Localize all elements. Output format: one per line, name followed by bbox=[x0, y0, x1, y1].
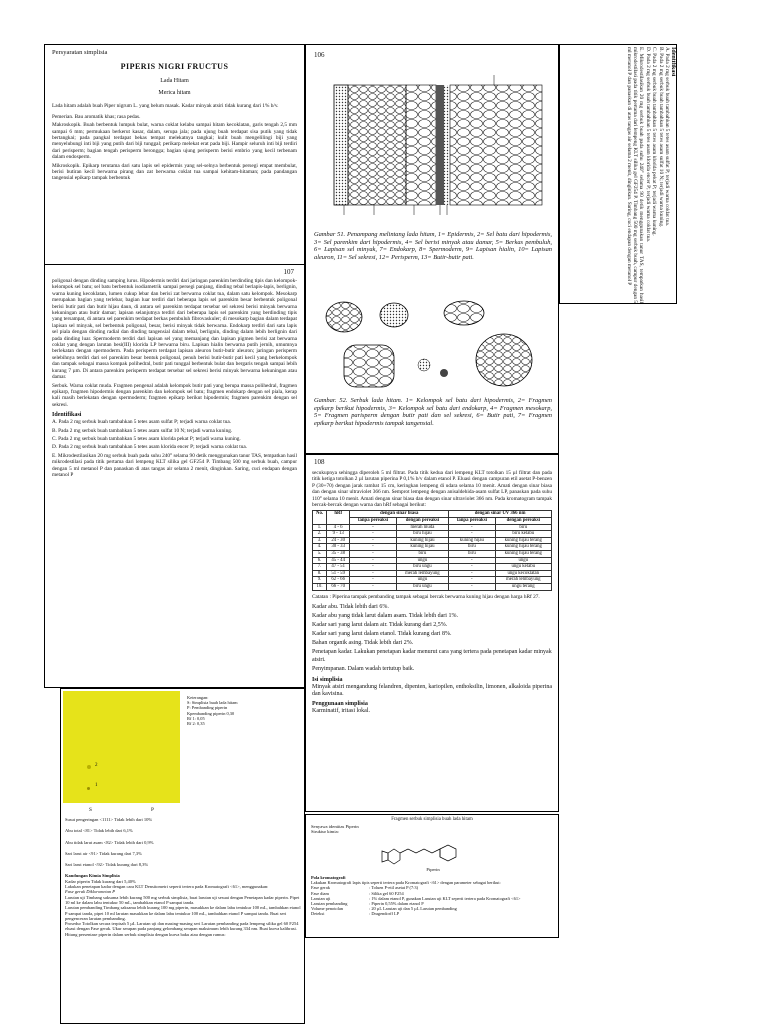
table-cell: biru kelabu bbox=[495, 531, 551, 538]
table-cell: merah muda bbox=[396, 524, 448, 531]
table-cell: - bbox=[350, 583, 396, 590]
identifikasi-line-d: D. Pada 2 mg serbuk buah tambahkan 5 tetes asam klorida encer P; terjadi warna coklat tua. bbox=[644, 47, 651, 243]
table-cell: ungu kecoklatan bbox=[495, 570, 551, 577]
identifikasi-line-e: E. Mikrodestilasikan 20 mg serbuk buah pada suhu 240° selama 90 detik menggunakan tanur TAS, tempatkan hasil mikrodestilasi pada titik pertama dari lempeng KLT silika gel GF254 P. Timbang 500 mg serbuk buah, campur dengan 5 ml metanol P dan panaskan di atas tangas air selama 2 menit, dinginkan. Saring, cuci endapan dengan metanol P bbox=[625, 47, 645, 303]
spec-abu-asam: Abu tidak larut asam <82> Tidak lebih dari 0,9% bbox=[65, 839, 154, 845]
param-value: : Dragendorff LP bbox=[369, 911, 400, 917]
page-identifikasi-rotated bbox=[559, 44, 677, 304]
spec-susut: Susut pengeringan <1111> Tidak lebih dari 10% bbox=[65, 817, 153, 822]
param-key: Fase gerak bbox=[311, 885, 330, 891]
param-key: Fase diam bbox=[311, 890, 329, 896]
pemerian-paragraph: Pemerian. Bau aromatik khas; rasa pedas. bbox=[52, 113, 141, 120]
table-cell: - bbox=[350, 557, 396, 564]
table-cell: - bbox=[449, 564, 495, 571]
figure-51-cross-section bbox=[314, 65, 554, 225]
spec-sari-air: Sari larut air <91> Tidak kurang dari 7,3% bbox=[65, 850, 142, 856]
monograph-title: PIPERIS NIGRI FRUCTUS bbox=[120, 62, 229, 72]
th-tanpa-pereaksi-1: tanpa pereaksi bbox=[350, 518, 396, 525]
kadar-sari-etanol: Kadar sari yang larut dalam etanol. Tidak kurang dari 8%. bbox=[312, 631, 452, 638]
param-key: Deteksi bbox=[311, 911, 325, 917]
legend-line: S: Simplisia buah lada hitam bbox=[187, 700, 238, 706]
table-cell: 1. bbox=[313, 524, 327, 531]
serbuk-paragraph: Serbuk. Warna coklat muda. Fragmen pengenal adalah kelompok butir pati yang berupa massa polihedral, fragmen epikarp, fragmen hipodermis dengan parenkim dan kelompok sel batu; fragmen endokarp dengan sel piala, kerap kali masih berlekatan dengan spermoderm; fragmen epikarp berikut hipodermis; fragmen parenkim dengan sel sekresi. bbox=[52, 382, 297, 408]
table-cell: 30 - 33 bbox=[327, 544, 350, 551]
th-tanpa-pereaksi-2: tanpa pereaksi bbox=[449, 518, 495, 525]
table-cell: 7. bbox=[313, 564, 327, 571]
panel-title: Fragmen serbuk simplisia buah lada hitam bbox=[391, 817, 473, 822]
table-cell: 4. bbox=[313, 544, 327, 551]
catatan: Catatan : Piperina tampak pembanding tampak sebagai bercak berwarna kuning hijau dengan harga hRf 27. bbox=[312, 593, 540, 600]
kandungan-line: Fase gerak Diklorometan P bbox=[65, 889, 115, 895]
param-value: : Silika gel 60 F254 bbox=[369, 890, 404, 896]
table-cell: ungu kelabu bbox=[495, 564, 551, 571]
table-cell: biru bbox=[449, 544, 495, 551]
identifikasi-e: E. Mikrodestilasikan 20 mg serbuk buah pada suhu 240° selama 90 detik menggunakan tanur TAS, tempatkan hasil mikrodestilasi pada titik pertama dari lempeng KLT silika gel GF254 P. Timbang 500 mg serbuk buah, campur dengan 5 ml metanol P dan panaskan di atas tangas air selama 2 menit, dinginkan. Saring, cuci endapan dengan metanol P bbox=[52, 452, 297, 479]
page-106-figures bbox=[305, 44, 559, 454]
table-cell: kuning hijau bbox=[396, 537, 448, 544]
table-row bbox=[313, 537, 552, 544]
legend-line: P: Pembanding piperin bbox=[187, 705, 228, 711]
table-row bbox=[313, 531, 552, 538]
param-row bbox=[311, 911, 555, 916]
isi-simplisia-heading: Isi simplisia bbox=[312, 676, 343, 683]
table-cell: kuning hijau bbox=[449, 537, 495, 544]
penyimpanan: Penyimpanan. Dalam wadah tertutup baik. bbox=[312, 665, 415, 672]
page-klt-and-specs bbox=[60, 688, 305, 1024]
table-cell: merah lembayung bbox=[396, 570, 448, 577]
table-cell: ungu bbox=[396, 557, 448, 564]
table-row bbox=[313, 577, 552, 584]
page-number: 106 bbox=[314, 51, 325, 59]
local-name-1: Lada Hitam bbox=[160, 78, 189, 85]
table-cell: 10. bbox=[313, 583, 327, 590]
identifikasi-b: B. Pada 2 mg serbuk buah tambahkan 5 tetes asam sulfat 10 N; terjadi warna kuning. bbox=[52, 427, 233, 434]
isi-simplisia-body: Minyak atsiri mengandung felandren, dipenten, kariopilen, enthoksilin, limonen, alkaloida piperina dan kavisina. bbox=[312, 683, 552, 697]
th-dengan-pereaksi-2: dengan pereaksi bbox=[495, 518, 551, 525]
legend-line: Rf 1: 0,05 bbox=[187, 715, 205, 721]
table-cell: 62 - 66 bbox=[327, 577, 350, 584]
pola-heading: Pola kromatografi bbox=[311, 875, 346, 880]
table-cell: - bbox=[449, 557, 495, 564]
kandungan-line: Prosedur Totolkan secara terpisah 5 µL Larutan uji dan masing-masing seri Larutan pembanding pada lempeng silika gel 60 F254 eluasi dengan Fase gerak. Ukur serapan pada panjang gelombang serapan maksimum lebih kurang 334 nm. Buat kurva kalibrasi. bbox=[65, 921, 299, 932]
spec-sari-etanol: Sari larut etanol <92> Tidak kurang dari 8,3% bbox=[65, 862, 149, 868]
intro-paragraph: Lada hitam adalah buah Piper nigrum L. yang belum masak. Kadar minyak atsiri tidak kurang dari 1% b/v. bbox=[52, 103, 279, 110]
lane-s-label: S bbox=[89, 807, 92, 813]
table-cell: - bbox=[449, 583, 495, 590]
table-cell: kuning hijau terang bbox=[495, 537, 551, 544]
page-107 bbox=[44, 264, 305, 688]
table-cell: 6. bbox=[313, 557, 327, 564]
param-key: Volume penotolan bbox=[311, 906, 343, 912]
table-cell: kuning hijau terang bbox=[495, 544, 551, 551]
table-cell: - bbox=[449, 524, 495, 531]
table-cell: 9. bbox=[313, 577, 327, 584]
local-name-2: Merica hitam bbox=[158, 90, 191, 97]
param-value: : Toluen P-etil asetat P (7:3) bbox=[369, 885, 419, 891]
th-sinar-biasa: dengan sinar biasa bbox=[350, 511, 449, 518]
penggunaan-body: Karminatif, iritasi lokal. bbox=[312, 708, 370, 715]
table-cell: ungu bbox=[396, 577, 448, 584]
table-cell: ungu bbox=[495, 557, 551, 564]
identifikasi-heading: Identifikasi bbox=[52, 412, 82, 419]
param-value: : Piperin 0,55% dalam etanol P bbox=[369, 901, 424, 907]
spot-2 bbox=[87, 765, 91, 769]
table-cell: - bbox=[350, 537, 396, 544]
table-cell: - bbox=[449, 570, 495, 577]
makroskopik-paragraph: Makroskopik. Buah berbentuk lumpuk bulat, warna coklat kelabu sampai hitam kecoklatan, garis tengah 2,5 mm sampai 6 mm; permukaan berkerut kasar, dalam, serupa jala; pada ujung buah terdapat sisa putik yang tidak bertangkai; pada pangkal terdapat bekas tempat melekatnya tangkai; kulit buah mengelilingi biji yang menyelubungi inti biji yang putih dari biji tunggal; perikarp melekat erat pada biji. Hampir seluruh inti biji terdiri dari perisperm; bagian tengah perisperm berongga; bagian ujung perisperm berisi embrio yang kecil terbenam dalam endosperm. bbox=[52, 122, 297, 161]
kandungan-heading: Kandungan Kimia Simplisia bbox=[65, 873, 120, 879]
identifikasi-d: D. Pada 2 mg serbuk buah tambahkan 5 tetes asam klorida encer P; terjadi warna coklat tua. bbox=[52, 444, 248, 451]
param-key: Larutan pembanding bbox=[311, 901, 348, 907]
table-cell: - bbox=[449, 577, 495, 584]
table-row bbox=[313, 544, 552, 551]
tlc-legend bbox=[187, 695, 297, 726]
identifikasi-heading: Identifikasi bbox=[670, 47, 676, 77]
legend-line: Rf 2: 0,35 bbox=[187, 721, 205, 727]
penetapan-kadar: Penetapan kadar. Lakukan penetapan kadar menurut cara yang tertera pada penetapan kadar minyak atsiri. bbox=[312, 649, 552, 663]
lane-p-label: P bbox=[151, 807, 154, 813]
kadar-abu: Kadar abu. Tidak lebih dari 6%. bbox=[312, 603, 389, 610]
table-cell: - bbox=[350, 577, 396, 584]
table-cell: - bbox=[350, 531, 396, 538]
struktur-kimia-label: Struktur kimia: bbox=[311, 829, 339, 834]
spot-1-label: 1 bbox=[95, 783, 98, 788]
table-cell: 47 - 51 bbox=[327, 564, 350, 571]
tlc-plate bbox=[63, 691, 180, 803]
page-number: 107 bbox=[283, 268, 294, 276]
table-cell: - bbox=[449, 531, 495, 538]
identifikasi-c: C. Pada 2 mg serbuk buah tambahkan 5 tetes asam klorida pekat P; terjadi warna kuning. bbox=[52, 436, 241, 443]
table-cell: - bbox=[350, 570, 396, 577]
table-cell: biru bbox=[396, 551, 448, 558]
kandungan-line: Larutan uji Timbang saksama lebih kurang 500 mg serbuk simplisia, buat larutan uji sesuai dengan Penetapan kadar piperin. Pipet 10 ml ke dalam labu tentukur 50 mL, tambahkan etanol P sampai tanda. bbox=[65, 894, 300, 905]
table-cell: - bbox=[350, 551, 396, 558]
page-header: Persyaratan simplisia bbox=[52, 49, 108, 56]
figure-51-caption: Gambar 51. Penampang melintang lada hitam, 1= Epidermis, 2= Sel batu dari hipodermis, 3= Sel parenkim dari hipodermis, 4= Sel berisi minyak atau damar, 5= Berkas pembuluh, 6= Lapisan sel minyak, 7= Endokarp, 8= Spermoderm, 9= Lapisan hialin, 10= Lapisan aleuron, 11= Sel sekresi, 12= Perisperm, 13= Butir-butir pati. bbox=[314, 231, 552, 261]
pola-body: Lakukan Kromatografi lapis tipis seperti tertera pada Kromatografi <61> dengan parameter sebagai berikut: bbox=[311, 880, 501, 886]
th-dengan-pereaksi-1: dengan pereaksi bbox=[396, 518, 448, 525]
table-cell: 5. bbox=[313, 551, 327, 558]
kandungan-line: Lakukan penetapan kadar dengan cara KLT Densitometri seperti tertera pada Kromatografi <61>, menggunakan: bbox=[65, 884, 269, 890]
page-persyaratan-top bbox=[44, 44, 305, 266]
table-cell: 24 - 30 bbox=[327, 537, 350, 544]
legend-title: Keterangan: bbox=[187, 695, 209, 700]
table-cell: kuning hijau terang bbox=[495, 551, 551, 558]
table-cell: biru ungu bbox=[396, 583, 448, 590]
page-108 bbox=[305, 454, 559, 812]
table-cell: 8. bbox=[313, 570, 327, 577]
klt-procedure: secukupnya sehingga diperoleh 5 ml filtrat. Pada titik kedua dari lempeng KLT totolkan 15 µl filtrat dan pada titik ketiga totolkan 2 µl larutan piperina P 0,1% b/v dalam etanol P. Eluasi dengan campuran etil asetat P-benzen P (30+70) dengan jarak rambat 15 cm, keringkan lempeng di udara selama 10 menit. Amati dengan sinar biasa dan dengan sinar ultraviolet 366 nm. Semprot lempeng dengan anisaldehida-asam sulfat LP, panaskan pada suhu 110° selama 10 menit. Amati dengan sinar biasa dan dengan sinar ultraviolet 366 nm. Pada kromatogram tampak bercak-bercak dengan warna dan hRf sebagai berikut: bbox=[312, 470, 552, 509]
table-cell: 51 - 59 bbox=[327, 570, 350, 577]
table-cell: 66 - 70 bbox=[327, 583, 350, 590]
table-row bbox=[313, 570, 552, 577]
table-cell: 9 - 13 bbox=[327, 531, 350, 538]
page-number: 108 bbox=[314, 458, 325, 466]
rotated-text-block bbox=[625, 47, 676, 303]
table-row bbox=[313, 524, 552, 531]
identifikasi-a: A. Pada 2 mg serbuk buah tambahkan 5 tetes asam sulfat P; terjadi warna coklat tua. bbox=[52, 419, 232, 426]
table-cell: 2. bbox=[313, 531, 327, 538]
th-sinar-uv: dengan sinar UV 366 nm bbox=[449, 511, 552, 518]
spot-2-label: 2 bbox=[95, 763, 98, 768]
identifikasi-line-b: B. Pada 2 mg serbuk buah tambahkan 5 tetes asam sulfat 10 N; terjadi warna kuning. bbox=[657, 47, 664, 228]
table-cell: - bbox=[350, 564, 396, 571]
identifikasi-line-a: A. Pada 2 mg serbuk buah tambahkan 5 tetes asam sulfat P; terjadi warna coklat tua. bbox=[664, 47, 670, 227]
chromatogram-table bbox=[312, 510, 552, 590]
param-value: : 20 µL Larutan uji dan 5 µL Larutan pembanding bbox=[369, 906, 457, 912]
table-row bbox=[313, 564, 552, 571]
compound-name: Piperin bbox=[426, 867, 440, 872]
spec-list bbox=[65, 817, 301, 937]
table-cell: - bbox=[350, 544, 396, 551]
kandungan-line: Kadar piperin Tidak kurang dari 5,40% bbox=[65, 878, 136, 884]
table-cell: biru bbox=[449, 551, 495, 558]
mikroskopik-continued: poligonal dengan dinding samping lurus. Hipodermis terdiri dari jaringan parenkim berdinding tipis dan kelompok-kelompok sel batu; sel batu berbentuk isodiametrik sampai persegi panjang, dinding tebal berlapis-lapis, berlignin, warna kuning kecoklatan, lumen cukup lebar dan berisi zat berwarna coklat tua, dalam satu kelompok. Mesokarp merupakan bagian yang terlebar, bagian luar terdiri dari beberapa lapis sel parenkim besar berbentuk poligonal berisi butir pati dan butir hijau daun, di antara sel parenkim terdapat tersebar sel sekresi berisi minyak berwarna kekuningan atau butir damar; lapisan selanjutnya terdiri dari beberapa lapis sel parenkim yang berdinding tipis yang tersampat, di antara sel parenkim terdapat berkas pembuluh fibrovaskuler; di mesokarp bagian dalam terdapat lapisan sel minyak, sel berbentuk poligonal, besar, berisi minyak tidak berwarna. Endokarp terdiri dari satu lapis sel piala dengan dinding radial dan dinding tangensial dalam tebal, berlignin, dinding dalam lebih berlignin dari pada dinding luar. Spermoderm terdiri dari lapisan sel yang memanjang dan lapisan pigmen berisi zat berwarna coklat yang dengan larutan besi(III) klorida LP berwarna biru. Lapisan hialin berwarna putih jernih, umumnya berlekatan dengan spermoderm. Pada perisperm terdapat lapisan aleuron butir-butir aleuron; jaringan perisperm selebihnya terdiri dari sel parenkim besar bentuk poligonal, penuh berisi butir-butir pati kecil yang berkelompok dan tampak sebagai massa kompak polihedral, butir pati tunggal berbentuk bulat dan bergaris tengah sampai lebih kurang 7 µm. Di antara parenkim perisperm terdapat tersebar sel sekresi berisi minyak berwarna kekuningan atau damar. bbox=[52, 278, 297, 381]
senyawa-identitas: Senyawa identitas Piperin bbox=[311, 824, 359, 829]
legend-line: Kpembanding piperin 0,30 bbox=[187, 710, 235, 716]
table-cell: 45 - 44 bbox=[327, 557, 350, 564]
th-no: No. bbox=[313, 511, 327, 524]
spec-abu-total: Abu total <81> Tidak lebih dari 6,1% bbox=[65, 828, 133, 834]
table-cell: ungu terang bbox=[495, 583, 551, 590]
table-row bbox=[313, 551, 552, 558]
th-hrf: hRf bbox=[327, 511, 350, 524]
param-value: : 1% dalam etanol P, gunakan Larutan uji KLT seperti tertera pada Kromatografi <61> bbox=[369, 895, 521, 901]
param-key: Larutan uji bbox=[311, 895, 331, 901]
table-cell: - bbox=[350, 524, 396, 531]
table-row bbox=[313, 583, 552, 590]
figure-52-caption: Gambar. 52. Serbuk lada hitam. 1= Kelompok sel batu dari hipodermis, 2= Fragmen epikarp berikut hipodermis, 3= Kelompok sel batu dari endokarp, 4= Fragmen mesokarp, 5= Fragmen parisperm dengan butir pati dan sel sekresi, 6= Butir pati, 7= Fragmen epikarp berikut hipodermis tampak tangensial. bbox=[314, 397, 552, 427]
figure-52-powder bbox=[314, 295, 554, 395]
piperin-structure bbox=[378, 835, 488, 869]
bahan-organik-asing: Bahan organik asing. Tidak lebih dari 2%. bbox=[312, 640, 414, 647]
spot-1 bbox=[87, 787, 90, 790]
table-cell: biru bbox=[495, 524, 551, 531]
table-cell: 3. bbox=[313, 537, 327, 544]
penggunaan-heading: Penggunaan simplisia bbox=[312, 701, 368, 707]
kadar-sari-air: Kadar sari yang larut dalam air. Tidak kurang dari 2,5%. bbox=[312, 622, 448, 629]
table-cell: biru ungu bbox=[396, 564, 448, 571]
mikroskopik-paragraph: Mikroskopik. Epikarp terutama dari satu lapis sel epidermis yang sel-selnya berbentuk persegi empat membulat, berisi butiran kecil berwarna pirang dan zat berwarna coklat tua sampai kehitam-hitaman; pada pandangan tangensial epikarp tampak berbentuk bbox=[52, 162, 297, 182]
pola-kromatografi bbox=[311, 875, 555, 917]
kandungan-line: Hitung persentase piperin dalam serbuk simplisia dengan kurva baku atau dengan rumus: bbox=[65, 931, 226, 937]
table-cell: merah lembayung bbox=[495, 577, 551, 584]
identifikasi-line-c: C. Pada 2 mg serbuk buah tambahkan 5 tetes asam klorida pekat P; terjadi warna kuning. bbox=[651, 47, 658, 236]
table-row bbox=[313, 557, 552, 564]
table-cell: biru hijau bbox=[396, 531, 448, 538]
table-cell: kuning hijau bbox=[396, 544, 448, 551]
page-piperin bbox=[305, 814, 559, 938]
table-cell: 35 - 38 bbox=[327, 551, 350, 558]
kadar-abu-asam: Kadar abu yang tidak larut dalam asam. Tidak lebih dari 1%. bbox=[312, 613, 458, 620]
table-cell: 4 - 6 bbox=[327, 524, 350, 531]
kandungan-line: Larutan pembanding Timbang saksama lebih kurang 100 mg piperin, masukkan ke dalam labu tentukur 100 mL, tambahkan etanol P sampai tanda, pipet 10 ml larutan masukkan ke dalam labu tentukur 100 mL, tambahkan etanol P sampai tanda. Buat seri pengenceran larutan pembanding. bbox=[65, 905, 301, 921]
